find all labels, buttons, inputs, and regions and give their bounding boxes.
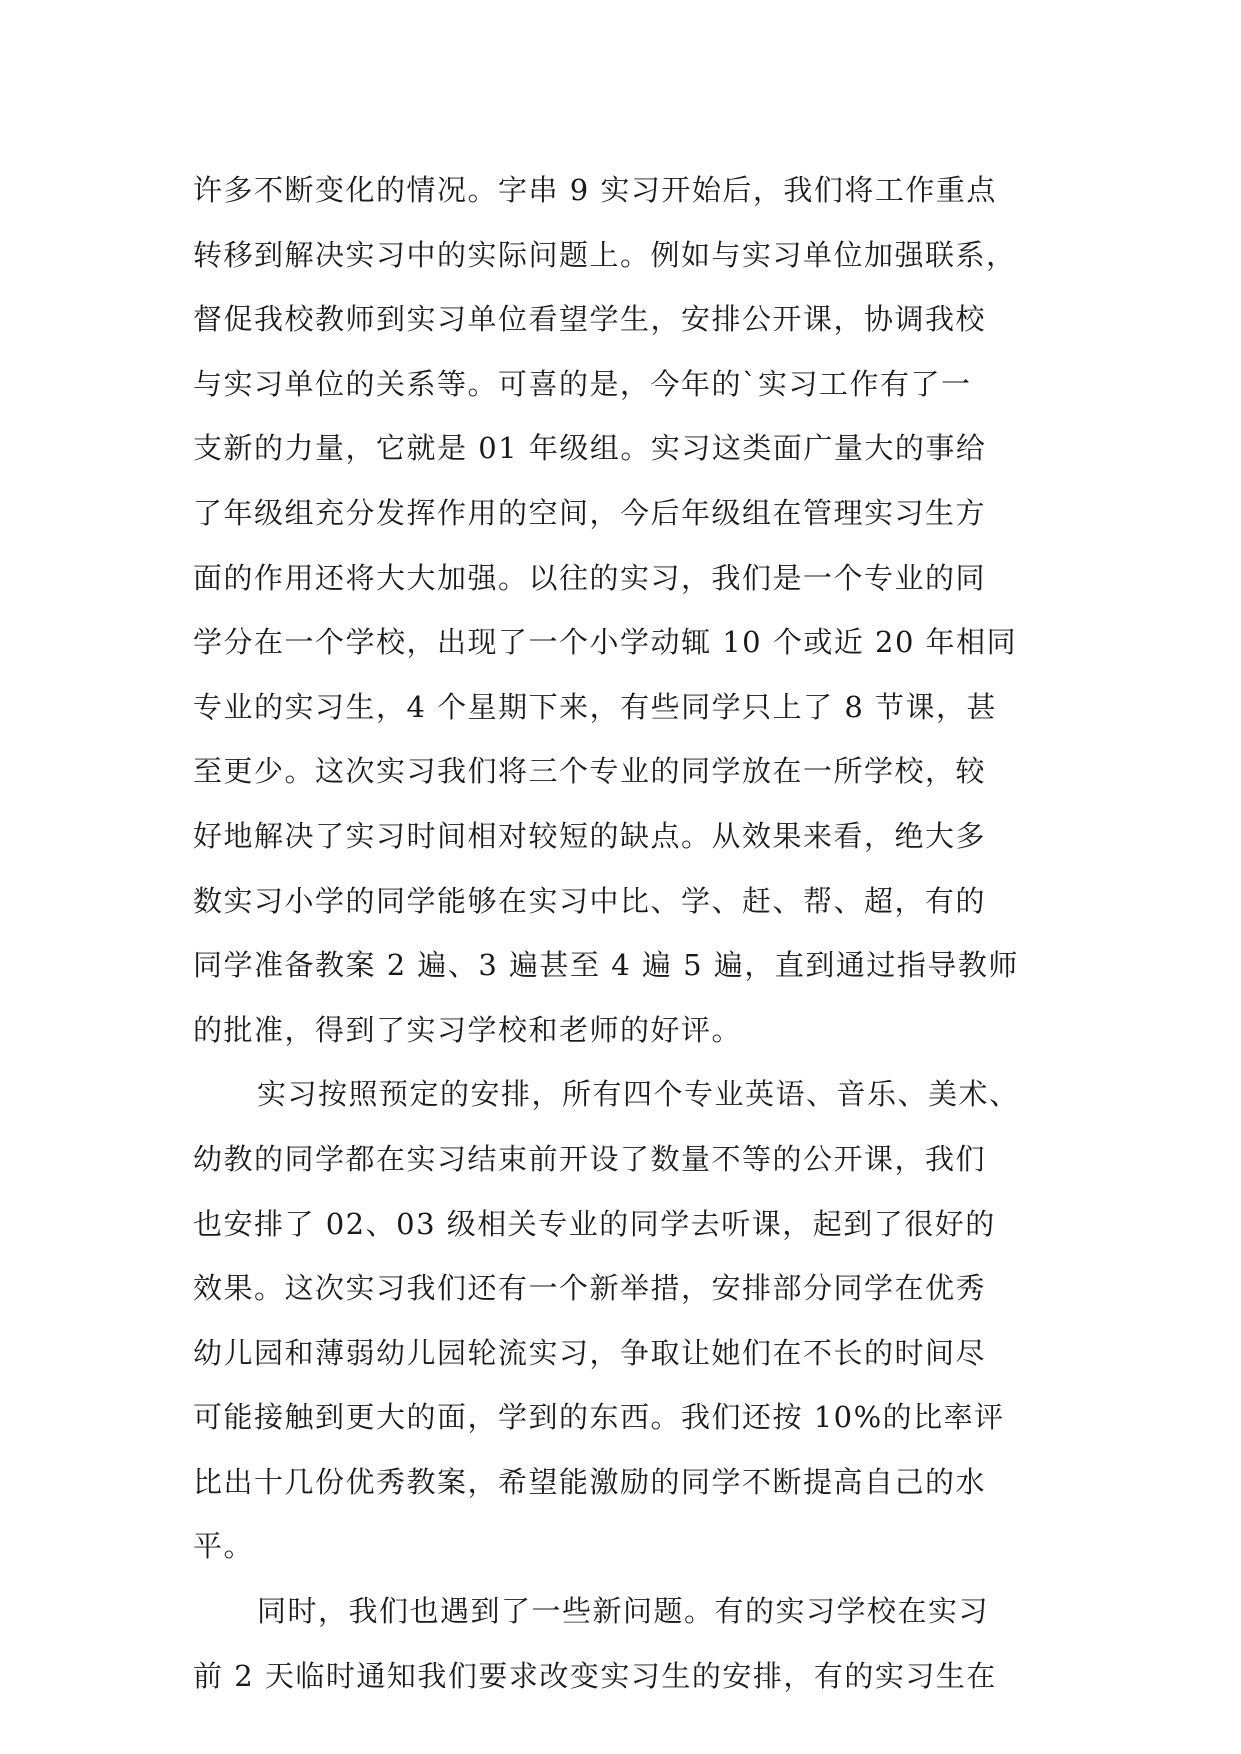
paragraph-1 (193, 158, 1073, 1062)
text-line: 数实习小学的同学能够在实习中比、学、赶、帮、超，有的 (193, 883, 987, 918)
text-line: 支新的力量，它就是 01 年级组。实习这类面广量大的事给 (193, 431, 987, 466)
paragraph-3 (193, 1579, 1073, 1708)
text-line: 专业的实习生，4 个星期下来，有些同学只上了 8 节课，甚 (193, 689, 998, 724)
text-line: 的批准，得到了实习学校和老师的好评。 (193, 1012, 743, 1047)
text-line: 可能接触到更大的面，学到的东西。我们还按 10%的比率评 (193, 1400, 1005, 1435)
text-line: 效果。这次实习我们还有一个新举措，安排部分同学在优秀 (193, 1271, 987, 1306)
text-line: 了年级组充分发挥作用的空间，今后年级组在管理实习生方 (193, 495, 987, 530)
text-line: 也安排了 02、03 级相关专业的同学去听课，起到了很好的 (193, 1206, 996, 1241)
text-line: 幼教的同学都在实习结束前开设了数量不等的公开课，我们 (193, 1141, 987, 1176)
text-line: 前 2 天临时通知我们要求改变实习生的安排，有的实习生在 (193, 1658, 997, 1693)
text-line: 与实习单位的关系等。可喜的是，今年的`实习工作有了一 (193, 366, 972, 401)
document-body (193, 158, 1073, 1708)
text-line: 同学准备教案 2 遍、3 遍甚至 4 遍 5 遍，直到通过指导教师 (193, 948, 1019, 983)
text-line: 至更少。这次实习我们将三个专业的同学放在一所学校，较 (193, 754, 987, 789)
text-line: 学分在一个学校，出现了一个小学动辄 10 个或近 20 年相同 (193, 625, 1018, 660)
text-line: 比出十几份优秀教案，希望能激励的同学不断提高自己的水 (193, 1464, 987, 1499)
text-line: 同时，我们也遇到了一些新问题。有的实习学校在实习 (257, 1594, 990, 1629)
text-line: 幼儿园和薄弱幼儿园轮流实习，争取让她们在不长的时间尽 (193, 1335, 987, 1370)
text-line: 好地解决了实习时间相对较短的缺点。从效果来看，绝大多 (193, 818, 987, 853)
text-line: 转移到解决实习中的实际问题上。例如与实习单位加强联系， (193, 237, 1017, 272)
text-line: 督促我校教师到实习单位看望学生，安排公开课，协调我校 (193, 302, 987, 337)
text-line: 平。 (193, 1529, 255, 1564)
text-line: 实习按照预定的安排，所有四个专业英语、音乐、美术、 (257, 1077, 1020, 1112)
paragraph-2 (193, 1062, 1073, 1579)
text-line: 面的作用还将大大加强。以往的实习，我们是一个专业的同 (193, 560, 987, 595)
text-line: 许多不断变化的情况。字串 9 实习开始后，我们将工作重点 (193, 173, 997, 207)
